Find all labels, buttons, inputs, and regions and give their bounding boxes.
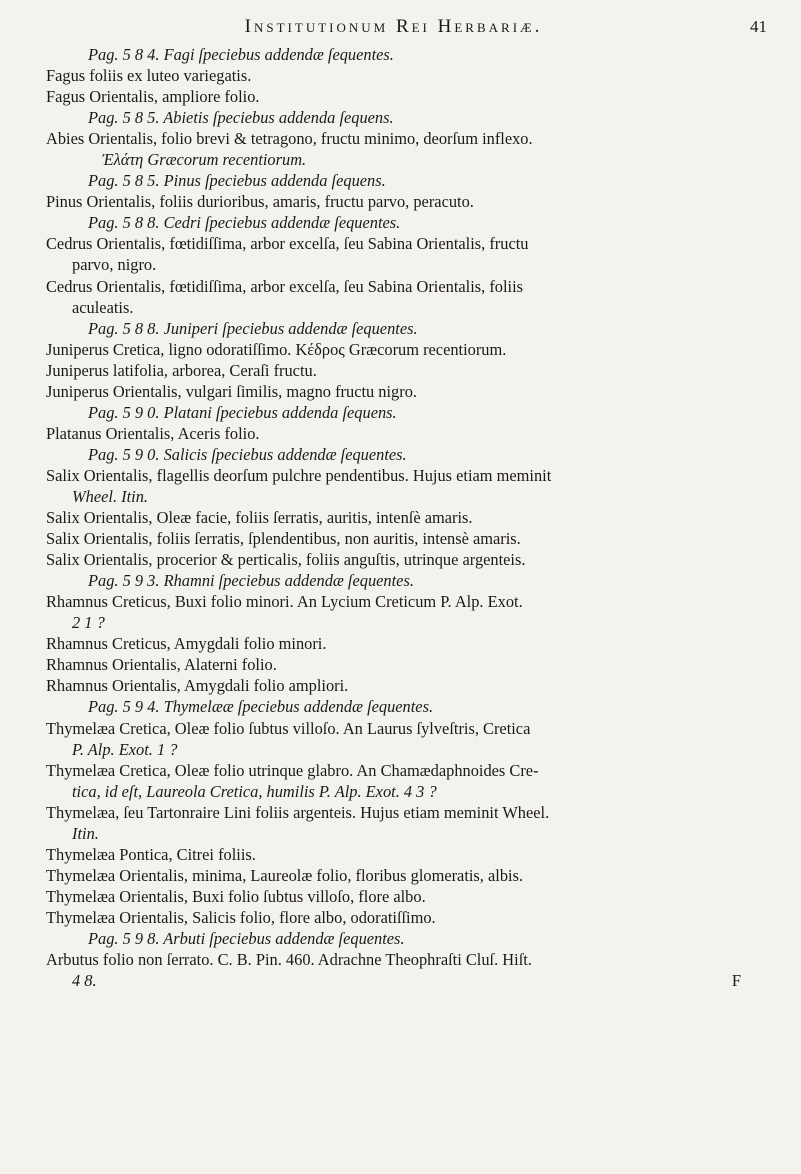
species-entry: Juniperus Orientalis, vulgari ſimilis, magno fructu nigro. bbox=[46, 381, 418, 401]
page-number: 41 bbox=[750, 17, 767, 36]
species-entry: Thymelæa Cretica, Oleæ folio utrinque glabro. An Chamædaphnoides Cre- bbox=[46, 760, 539, 780]
species-entry: Pinus Orientalis, foliis durioribus, amaris, fructu parvo, peracuto. bbox=[46, 192, 474, 212]
species-entry: Platanus Orientalis, Aceris folio. bbox=[46, 423, 260, 443]
section-heading: Pag. 5 8 8. Cedri ſpeciebus addendæ ſequentes. bbox=[88, 213, 401, 233]
section-heading: Pag. 5 9 0. Salicis ſpeciebus addendæ ſequentes. bbox=[88, 444, 407, 464]
species-entry: Rhamnus Creticus, Buxi folio minori. An Lycium Creticum P. Alp. Exot. bbox=[46, 592, 523, 612]
species-entry: Salix Orientalis, foliis ſerratis, ſplendentibus, non auritis, intensè amaris. bbox=[46, 529, 521, 549]
running-head bbox=[46, 10, 781, 44]
species-entry: Thymelæa Pontica, Citrei foliis. bbox=[46, 844, 256, 864]
section-heading: Pag. 5 9 0. Platani ſpeciebus addenda ſequens. bbox=[88, 402, 397, 422]
signature-mark: F bbox=[731, 971, 741, 991]
species-entry: Rhamnus Orientalis, Alaterni folio. bbox=[46, 655, 277, 675]
species-entry: Rhamnus Orientalis, Amygdali folio ampliori. bbox=[46, 676, 349, 696]
species-entry: Arbutus folio non ſerrato. C. B. Pin. 460. Adrachne Theophraſti Cluſ. Hiſt. bbox=[46, 950, 532, 970]
species-entry: Juniperus latifolia, arborea, Ceraſi fructu. bbox=[46, 360, 317, 380]
species-entry: Salix Orientalis, procerior & perticalis, foliis anguſtis, utrinque argenteis. bbox=[46, 550, 526, 570]
entry-continuation: tica, id eſt, Laureola Cretica, humilis P. Alp. Exot. 4 3 ? bbox=[72, 781, 437, 801]
species-entry: Rhamnus Creticus, Amygdali folio minori. bbox=[46, 634, 327, 654]
entry-continuation: parvo, nigro. bbox=[72, 255, 157, 275]
entry-continuation: aculeatis. bbox=[72, 297, 134, 317]
footer-continuation: 4 8. bbox=[72, 971, 97, 991]
section-heading: Pag. 5 9 3. Rhamni ſpeciebus addendæ ſequentes. bbox=[88, 571, 414, 591]
species-entry: Salix Orientalis, flagellis deorſum pulchre pendentibus. Hujus etiam meminit bbox=[46, 465, 552, 485]
section-heading: Pag. 5 9 4. Thymelææ ſpeciebus addendæ ſequentes. bbox=[88, 697, 434, 717]
species-entry: Cedrus Orientalis, fœtidiſſima, arbor excelſa, ſeu Sabina Orientalis, fructu bbox=[46, 234, 529, 254]
section-heading: Pag. 5 9 8. Arbuti ſpeciebus addendæ ſequentes. bbox=[88, 928, 405, 948]
entry-continuation: Wheel. Itin. bbox=[72, 486, 149, 506]
synonym-line: Ἐλάτη Græcorum recentiorum. bbox=[102, 150, 307, 170]
species-entry: Abies Orientalis, folio brevi & tetragono, fructu minimo, deorſum inflexo. bbox=[46, 129, 533, 149]
section-heading: Pag. 5 8 5. Pinus ſpeciebus addenda ſequens. bbox=[88, 171, 386, 191]
section-heading: Pag. 5 8 5. Abietis ſpeciebus addenda ſequens. bbox=[88, 108, 394, 128]
page-footer bbox=[46, 970, 781, 991]
entry-continuation: P. Alp. Exot. 1 ? bbox=[72, 739, 178, 759]
species-entry: Fagus Orientalis, ampliore folio. bbox=[46, 87, 260, 107]
species-entry: Fagus foliis ex luteo variegatis. bbox=[46, 66, 252, 86]
species-entry: Thymelæa Cretica, Oleæ folio ſubtus villoſo. An Laurus ſylveſtris, Cretica bbox=[46, 718, 531, 738]
text-block bbox=[46, 44, 781, 970]
species-entry: Thymelæa Orientalis, Salicis folio, flore albo, odoratiſſimo. bbox=[46, 907, 436, 927]
entry-continuation: Itin. bbox=[72, 823, 99, 843]
species-entry: Juniperus Cretica, ligno odoratiſſimo. Κέδρος Græcorum recentiorum. bbox=[46, 339, 507, 359]
running-title: Institutionum Rei Herbariæ. bbox=[244, 16, 543, 37]
section-heading: Pag. 5 8 8. Juniperi ſpeciebus addendæ ſequentes. bbox=[88, 318, 418, 338]
species-entry: Thymelæa, ſeu Tartonraire Lini foliis argenteis. Hujus etiam meminit Wheel. bbox=[46, 802, 550, 822]
species-entry: Thymelæa Orientalis, Buxi folio ſubtus villoſo, flore albo. bbox=[46, 886, 426, 906]
species-entry: Thymelæa Orientalis, minima, Laureolæ folio, floribus glomeratis, albis. bbox=[46, 865, 524, 885]
section-heading: Pag. 5 8 4. Fagi ſpeciebus addendæ ſequentes. bbox=[88, 45, 394, 64]
entry-continuation: 2 1 ? bbox=[72, 613, 105, 633]
species-entry: Salix Orientalis, Oleæ facie, foliis ſerratis, auritis, intenſè amaris. bbox=[46, 508, 473, 528]
species-entry: Cedrus Orientalis, fœtidiſſima, arbor excelſa, ſeu Sabina Orientalis, foliis bbox=[46, 276, 524, 296]
